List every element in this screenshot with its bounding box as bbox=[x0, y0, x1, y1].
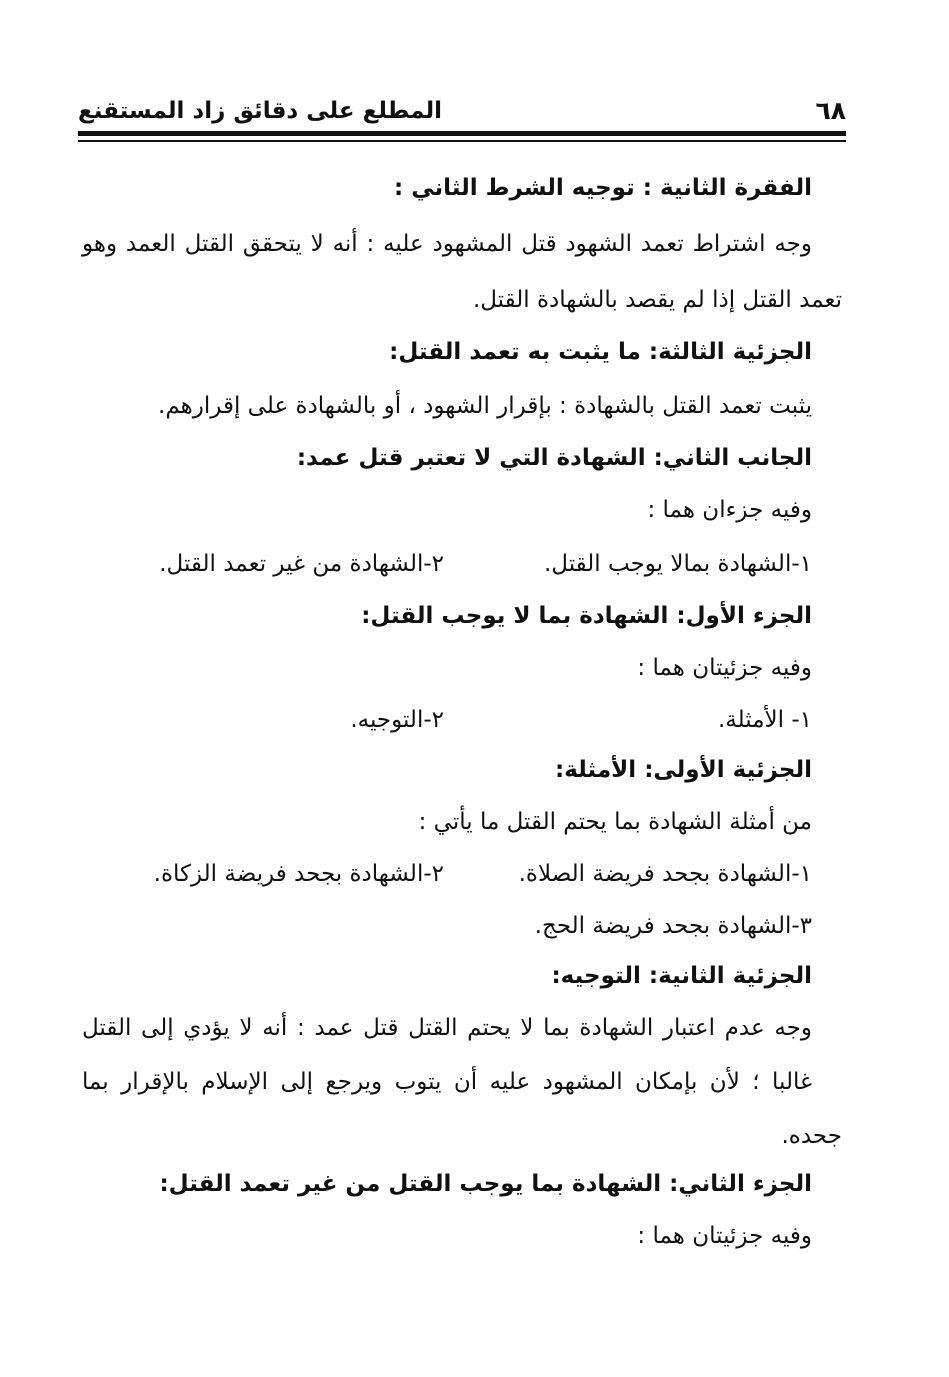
header-rule-thin bbox=[78, 140, 846, 142]
paragraph-line: غالبا ؛ لأن بإمكان المشهود عليه أن يتوب ويرجع إلى الإسلام بالإقرار بما bbox=[82, 1069, 812, 1095]
subsection-heading: الجزئية الثانية: التوجيه: bbox=[551, 963, 812, 989]
list-row bbox=[82, 538, 812, 590]
header-rule-thick bbox=[78, 131, 846, 136]
subsection-heading: الفقرة الثانية : توجيه الشرط الثاني : bbox=[393, 175, 812, 201]
list-item: ١-الشهادة بجحد فريضة الصلاة. bbox=[518, 861, 812, 887]
subsection-heading: الجزئية الثالثة: ما يثبت به تعمد القتل: bbox=[389, 339, 812, 365]
subsection-heading: الجزئية الأولى: الأمثلة: bbox=[555, 757, 812, 783]
paragraph-line: وفيه جزءان هما : bbox=[647, 497, 812, 523]
paragraph-line: وجه عدم اعتبار الشهادة بما لا يحتم القتل قتل عمد : أنه لا يؤدي إلى القتل bbox=[82, 1015, 812, 1041]
list-item: ٢-الشهادة بجحد فريضة الزكاة. bbox=[153, 861, 444, 887]
running-title: المطلع على دقائق زاد المستقنع bbox=[78, 98, 443, 124]
paragraph-line: من أمثلة الشهادة بما يحتم القتل ما يأتي : bbox=[418, 809, 812, 835]
page-header bbox=[78, 92, 846, 128]
list-row bbox=[82, 694, 812, 746]
paragraph-line: وجه اشتراط تعمد الشهود قتل المشهود عليه : أنه لا يتحقق القتل العمد وهو bbox=[82, 231, 812, 257]
paragraph-line: تعمد القتل إذا لم يقصد بالشهادة القتل. bbox=[472, 287, 842, 313]
list-item: ٢-التوجيه. bbox=[350, 707, 444, 733]
list-item: ٢-الشهادة من غير تعمد القتل. bbox=[159, 551, 444, 577]
list-item: ١-الشهادة بمالا يوجب القتل. bbox=[543, 551, 812, 577]
list-item: ١- الأمثلة. bbox=[718, 707, 812, 733]
paragraph-line: وفيه جزئيتان هما : bbox=[637, 655, 812, 681]
paragraph-line: وفيه جزئيتان هما : bbox=[637, 1223, 812, 1249]
list-item: ٣-الشهادة بجحد فريضة الحج. bbox=[534, 913, 812, 939]
list-row bbox=[82, 848, 812, 900]
section-heading: الجانب الثاني: الشهادة التي لا تعتبر قتل عمد: bbox=[296, 445, 812, 471]
paragraph-line: يثبت تعمد القتل بالشهادة : بإقرار الشهود ، أو بالشهادة على إقرارهم. bbox=[158, 393, 812, 419]
section-heading: الجزء الثاني: الشهادة بما يوجب القتل من غير تعمد القتل: bbox=[159, 1171, 812, 1197]
section-heading: الجزء الأول: الشهادة بما لا يوجب القتل: bbox=[361, 603, 812, 629]
paragraph-line: جحده. bbox=[781, 1123, 842, 1149]
page-number: ٦٨ bbox=[815, 96, 846, 125]
